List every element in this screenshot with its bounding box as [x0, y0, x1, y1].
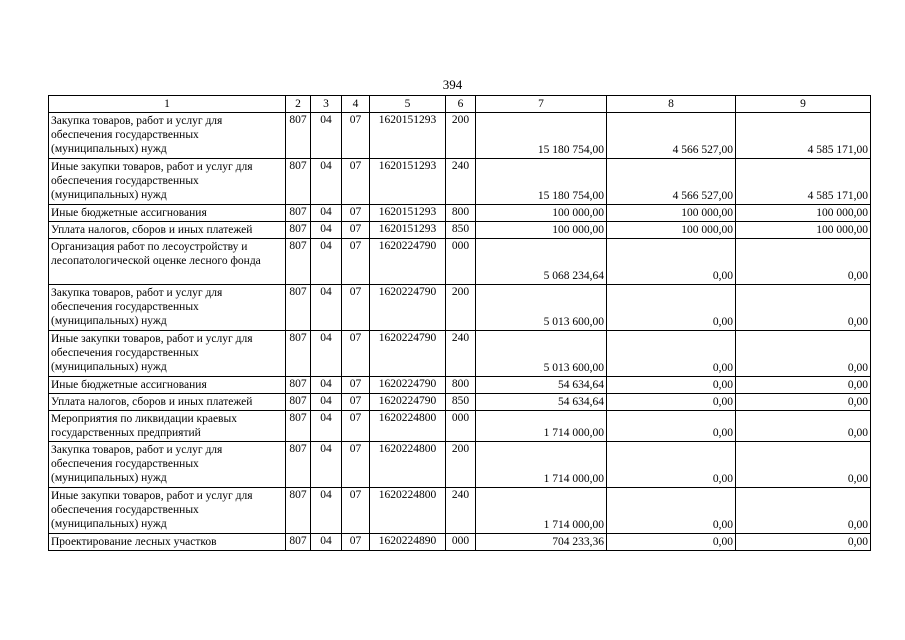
header-cell: 4 [342, 96, 370, 113]
amount-col7-cell: 5 013 600,00 [476, 331, 607, 377]
subsection-code-cell: 07 [342, 113, 370, 159]
grbs-code-cell: 807 [286, 159, 311, 205]
expense-type-cell: 850 [446, 222, 476, 239]
expense-type-cell: 800 [446, 205, 476, 222]
section-code-cell: 04 [311, 159, 342, 205]
table-row [49, 442, 871, 488]
header-cell: 8 [607, 96, 736, 113]
expense-type-cell: 200 [446, 442, 476, 488]
grbs-code-cell: 807 [286, 331, 311, 377]
grbs-code-cell: 807 [286, 205, 311, 222]
amount-col9-cell: 0,00 [736, 442, 871, 488]
subsection-code-cell: 07 [342, 377, 370, 394]
target-article-cell: 1620224890 [370, 534, 446, 551]
grbs-code-cell: 807 [286, 534, 311, 551]
section-code-cell: 04 [311, 377, 342, 394]
row-name-cell: Иные закупки товаров, работ и услуг для обеспечения государственных (муниципальных) нужд [49, 159, 286, 205]
expense-type-cell: 240 [446, 488, 476, 534]
amount-col8-cell: 0,00 [607, 488, 736, 534]
amount-col7-cell: 15 180 754,00 [476, 113, 607, 159]
subsection-code-cell: 07 [342, 411, 370, 442]
amount-col9-cell: 100 000,00 [736, 205, 871, 222]
table-row [49, 222, 871, 239]
target-article-cell: 1620151293 [370, 159, 446, 205]
grbs-code-cell: 807 [286, 488, 311, 534]
table-row [49, 394, 871, 411]
row-name-cell: Закупка товаров, работ и услуг для обеспечения государственных (муниципальных) нужд [49, 113, 286, 159]
expense-type-cell: 000 [446, 534, 476, 551]
table-row [49, 331, 871, 377]
amount-col9-cell: 0,00 [736, 411, 871, 442]
grbs-code-cell: 807 [286, 377, 311, 394]
grbs-code-cell: 807 [286, 113, 311, 159]
amount-col7-cell: 54 634,64 [476, 377, 607, 394]
amount-col7-cell: 1 714 000,00 [476, 442, 607, 488]
header-cell: 2 [286, 96, 311, 113]
amount-col9-cell: 4 585 171,00 [736, 113, 871, 159]
section-code-cell: 04 [311, 239, 342, 285]
amount-col8-cell: 0,00 [607, 331, 736, 377]
row-name-cell: Иные закупки товаров, работ и услуг для обеспечения государственных (муниципальных) нужд [49, 331, 286, 377]
amount-col8-cell: 4 566 527,00 [607, 159, 736, 205]
amount-col9-cell: 100 000,00 [736, 222, 871, 239]
amount-col8-cell: 0,00 [607, 239, 736, 285]
table-row [49, 113, 871, 159]
section-code-cell: 04 [311, 205, 342, 222]
subsection-code-cell: 07 [342, 285, 370, 331]
amount-col7-cell: 5 068 234,64 [476, 239, 607, 285]
target-article-cell: 1620224800 [370, 411, 446, 442]
section-code-cell: 04 [311, 285, 342, 331]
amount-col8-cell: 0,00 [607, 534, 736, 551]
amount-col9-cell: 0,00 [736, 331, 871, 377]
table-row [49, 488, 871, 534]
section-code-cell: 04 [311, 488, 342, 534]
section-code-cell: 04 [311, 394, 342, 411]
subsection-code-cell: 07 [342, 331, 370, 377]
row-name-cell: Закупка товаров, работ и услуг для обеспечения государственных (муниципальных) нужд [49, 442, 286, 488]
amount-col7-cell: 15 180 754,00 [476, 159, 607, 205]
row-name-cell: Уплата налогов, сборов и иных платежей [49, 394, 286, 411]
row-name-cell: Проектирование лесных участков [49, 534, 286, 551]
page-number: 394 [442, 77, 463, 92]
section-code-cell: 04 [311, 411, 342, 442]
header-cell: 6 [446, 96, 476, 113]
target-article-cell: 1620224800 [370, 488, 446, 534]
header-cell: 1 [49, 96, 286, 113]
target-article-cell: 1620224790 [370, 331, 446, 377]
row-name-cell: Закупка товаров, работ и услуг для обеспечения государственных (муниципальных) нужд [49, 285, 286, 331]
amount-col9-cell: 0,00 [736, 534, 871, 551]
target-article-cell: 1620151293 [370, 222, 446, 239]
row-name-cell: Мероприятия по ликвидации краевых государственных предприятий [49, 411, 286, 442]
target-article-cell: 1620224790 [370, 239, 446, 285]
target-article-cell: 1620224790 [370, 285, 446, 331]
amount-col8-cell: 100 000,00 [607, 205, 736, 222]
expense-type-cell: 000 [446, 411, 476, 442]
amount-col8-cell: 0,00 [607, 411, 736, 442]
amount-col9-cell: 0,00 [736, 285, 871, 331]
amount-col8-cell: 0,00 [607, 442, 736, 488]
amount-col7-cell: 704 233,36 [476, 534, 607, 551]
amount-col8-cell: 0,00 [607, 394, 736, 411]
row-name-cell: Уплата налогов, сборов и иных платежей [49, 222, 286, 239]
expense-type-cell: 800 [446, 377, 476, 394]
header-cell: 7 [476, 96, 607, 113]
target-article-cell: 1620151293 [370, 205, 446, 222]
amount-col8-cell: 4 566 527,00 [607, 113, 736, 159]
amount-col7-cell: 1 714 000,00 [476, 411, 607, 442]
expense-type-cell: 200 [446, 113, 476, 159]
header-cell: 3 [311, 96, 342, 113]
table-row [49, 534, 871, 551]
section-code-cell: 04 [311, 113, 342, 159]
amount-col7-cell: 5 013 600,00 [476, 285, 607, 331]
grbs-code-cell: 807 [286, 411, 311, 442]
section-code-cell: 04 [311, 534, 342, 551]
expense-type-cell: 000 [446, 239, 476, 285]
amount-col9-cell: 4 585 171,00 [736, 159, 871, 205]
expense-type-cell: 200 [446, 285, 476, 331]
row-name-cell: Иные бюджетные ассигнования [49, 377, 286, 394]
subsection-code-cell: 07 [342, 159, 370, 205]
subsection-code-cell: 07 [342, 222, 370, 239]
table-header-row [49, 96, 871, 113]
header-cell: 5 [370, 96, 446, 113]
amount-col7-cell: 1 714 000,00 [476, 488, 607, 534]
target-article-cell: 1620224790 [370, 394, 446, 411]
section-code-cell: 04 [311, 331, 342, 377]
row-name-cell: Иные закупки товаров, работ и услуг для обеспечения государственных (муниципальных) нужд [49, 488, 286, 534]
subsection-code-cell: 07 [342, 534, 370, 551]
subsection-code-cell: 07 [342, 442, 370, 488]
amount-col8-cell: 0,00 [607, 285, 736, 331]
amount-col7-cell: 54 634,64 [476, 394, 607, 411]
table-row [49, 159, 871, 205]
grbs-code-cell: 807 [286, 285, 311, 331]
table-row [49, 205, 871, 222]
header-cell: 9 [736, 96, 871, 113]
table-row [49, 377, 871, 394]
grbs-code-cell: 807 [286, 394, 311, 411]
section-code-cell: 04 [311, 442, 342, 488]
table-row [49, 411, 871, 442]
expense-type-cell: 240 [446, 159, 476, 205]
amount-col9-cell: 0,00 [736, 239, 871, 285]
amount-col9-cell: 0,00 [736, 394, 871, 411]
expense-type-cell: 240 [446, 331, 476, 377]
expense-type-cell: 850 [446, 394, 476, 411]
amount-col7-cell: 100 000,00 [476, 205, 607, 222]
table-row [49, 239, 871, 285]
subsection-code-cell: 07 [342, 488, 370, 534]
row-name-cell: Организация работ по лесоустройству и лесопатологической оценке лесного фонда [49, 239, 286, 285]
amount-col9-cell: 0,00 [736, 488, 871, 534]
amount-col9-cell: 0,00 [736, 377, 871, 394]
subsection-code-cell: 07 [342, 394, 370, 411]
target-article-cell: 1620224800 [370, 442, 446, 488]
table-row [49, 285, 871, 331]
section-code-cell: 04 [311, 222, 342, 239]
amount-col8-cell: 100 000,00 [607, 222, 736, 239]
amount-col8-cell: 0,00 [607, 377, 736, 394]
subsection-code-cell: 07 [342, 205, 370, 222]
grbs-code-cell: 807 [286, 222, 311, 239]
amount-col7-cell: 100 000,00 [476, 222, 607, 239]
grbs-code-cell: 807 [286, 239, 311, 285]
target-article-cell: 1620151293 [370, 113, 446, 159]
row-name-cell: Иные бюджетные ассигнования [49, 205, 286, 222]
budget-table [48, 95, 871, 551]
table-body [49, 96, 871, 551]
subsection-code-cell: 07 [342, 239, 370, 285]
grbs-code-cell: 807 [286, 442, 311, 488]
target-article-cell: 1620224790 [370, 377, 446, 394]
